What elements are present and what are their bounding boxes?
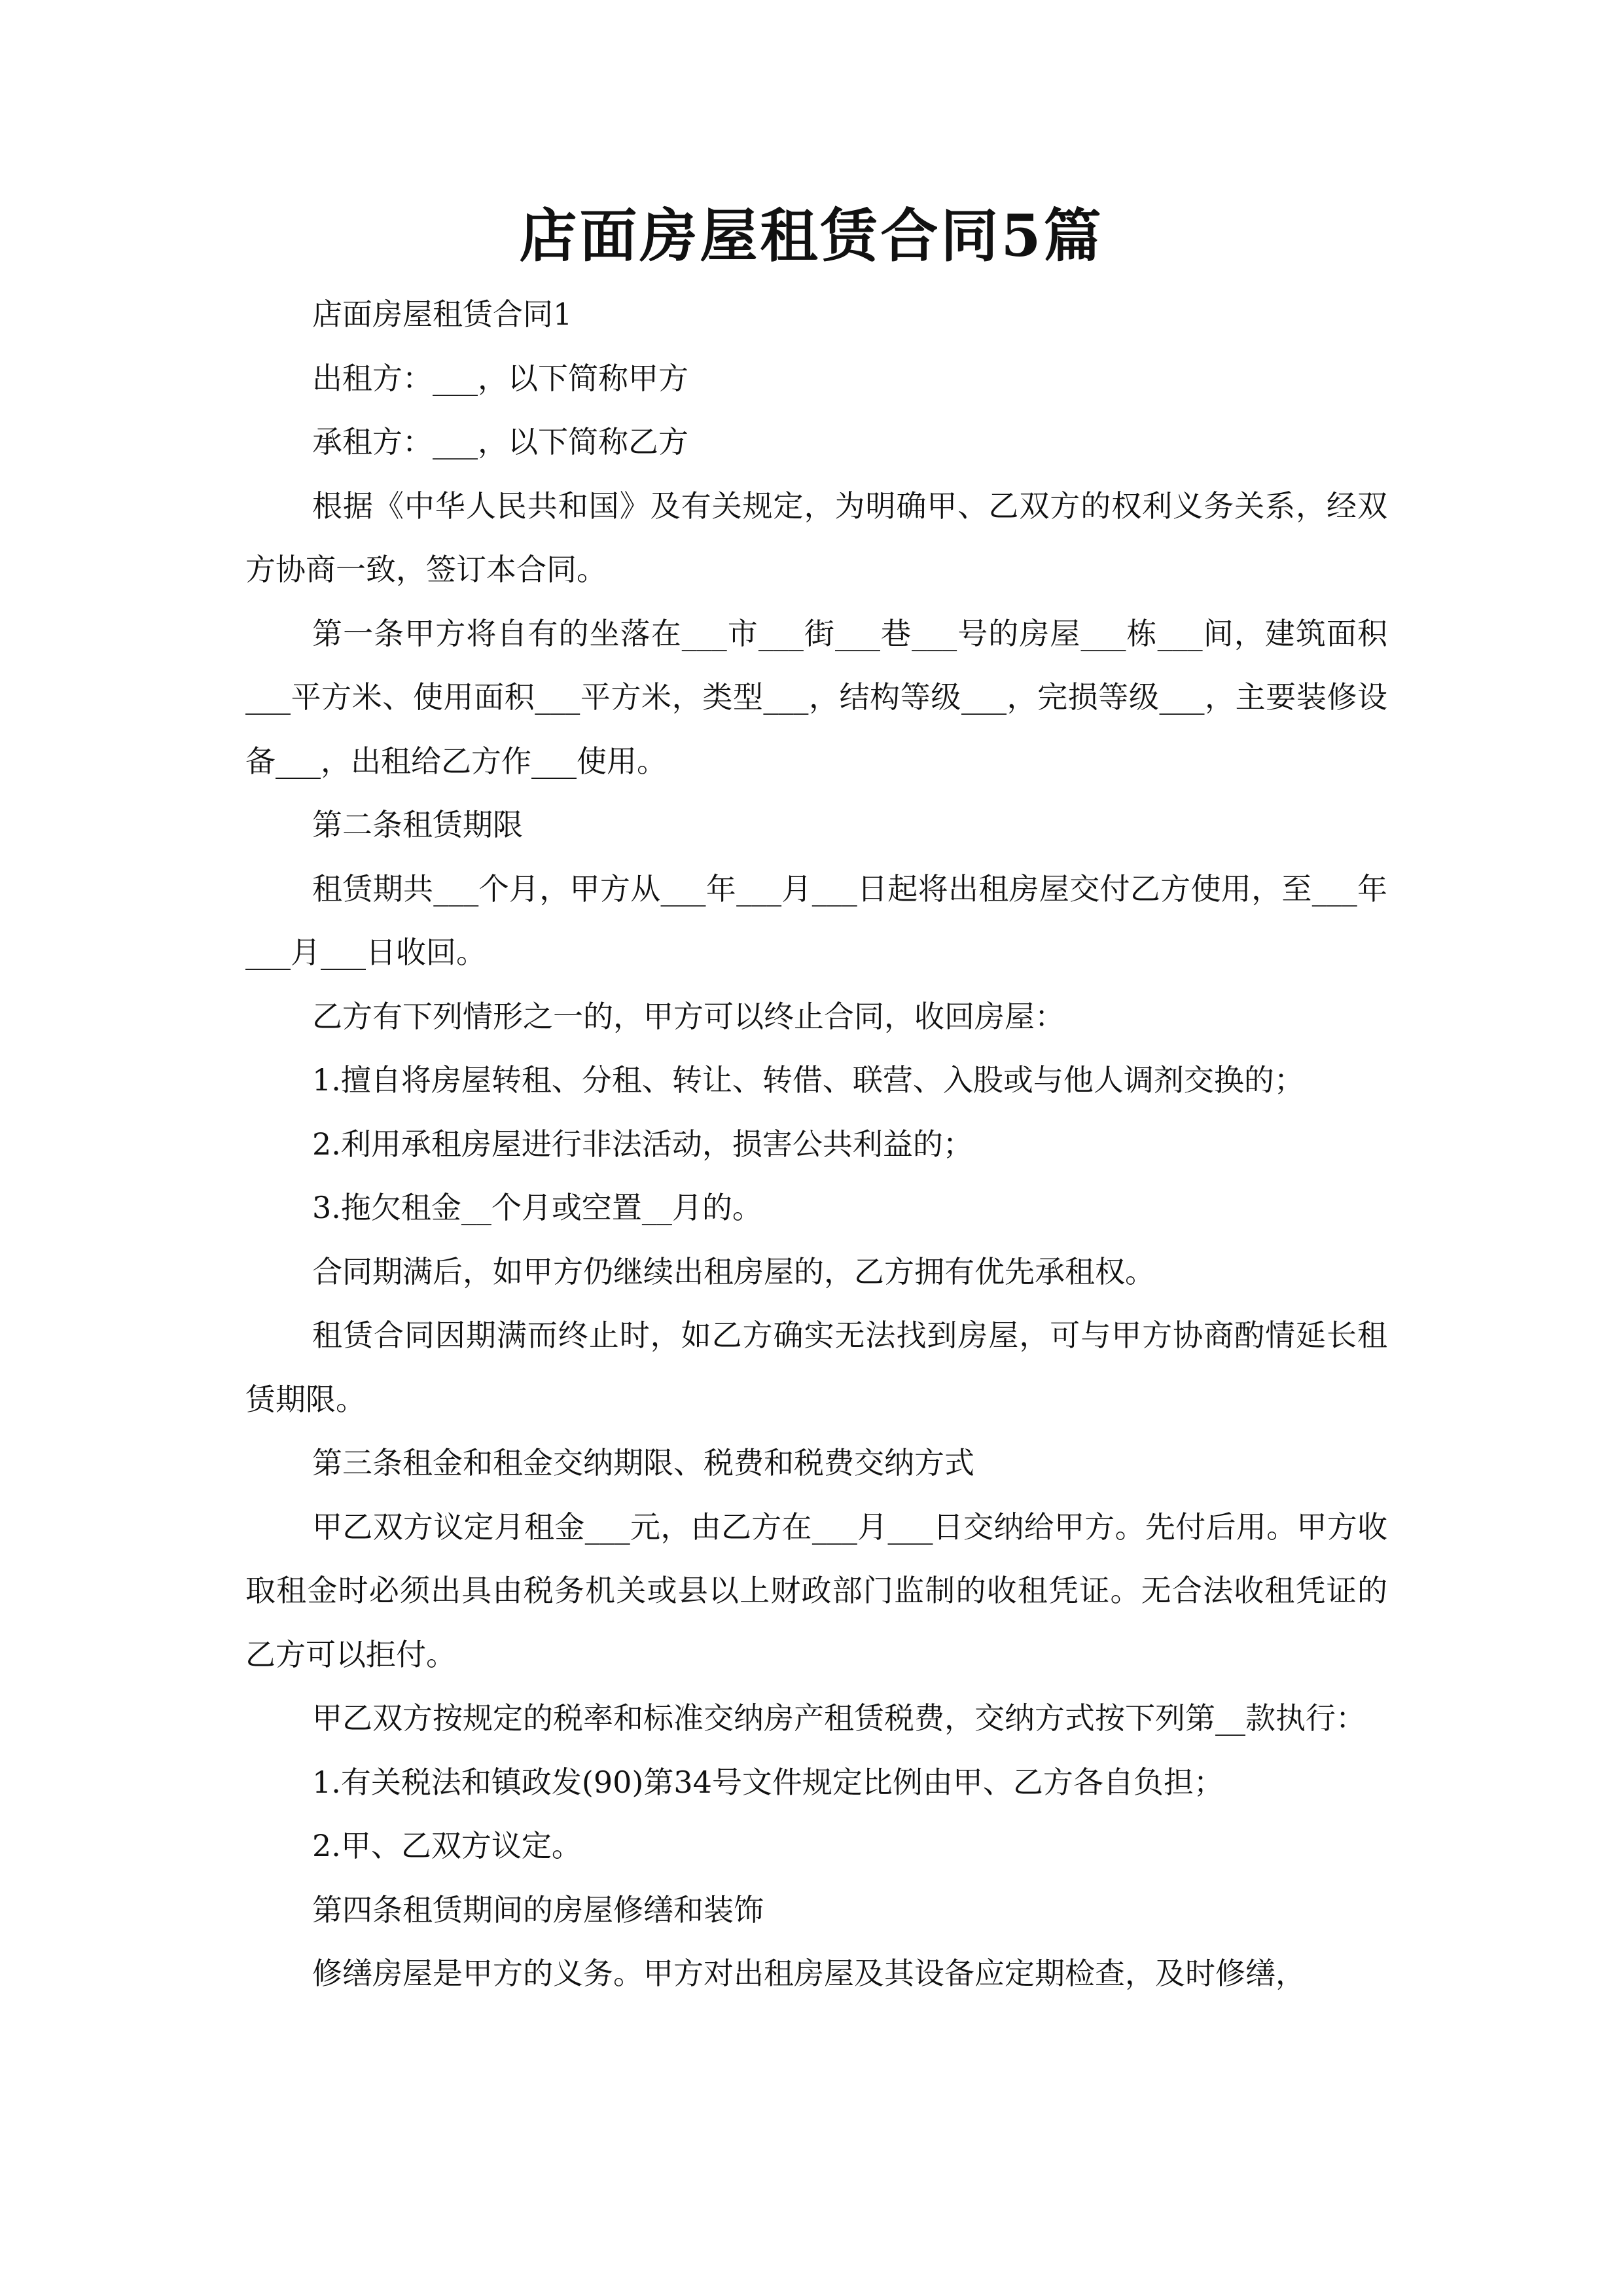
paragraph-termination-conditions: 乙方有下列情形之一的，甲方可以终止合同，收回房屋： (312, 998, 1065, 1034)
paragraph-article-4-heading: 第四条租赁期间的房屋修缮和装饰 (312, 1892, 764, 1928)
paragraph-rent-payment: 甲乙双方议定月租金___元，由乙方在___月___日交纳给甲方。先付后用。甲方收取租金时必须出具由税务机关或县以上财政部门监制的收租凭证。无合法收租凭证的乙方可以拒付。 (245, 1509, 1387, 1672)
paragraph-condition-1: 1.擅自将房屋转租、分租、转让、转借、联营、入股或与他人调剂交换的； (312, 1062, 1304, 1098)
paragraph-article-2-heading: 第二条租赁期限 (312, 807, 523, 842)
document-title: 店面房屋租赁合同5篇 (519, 202, 1104, 270)
paragraph-tax-payment: 甲乙双方按规定的税率和标准交纳房产租赁税费，交纳方式按下列第__款执行： (312, 1700, 1366, 1736)
paragraph-priority-right: 合同期满后，如甲方仍继续出租房屋的，乙方拥有优先承租权。 (312, 1253, 1155, 1289)
paragraph-lessor: 出租方：___，以下简称甲方 (312, 360, 688, 396)
paragraph-condition-2: 2.利用承租房屋进行非法活动，损害公共利益的； (312, 1126, 973, 1162)
paragraph-tax-option-1: 1.有关税法和镇政发(90)第34号文件规定比例由甲、乙方各自负担； (312, 1764, 1224, 1800)
paragraph-term-extension: 租赁合同因期满而终止时，如乙方确实无法找到房屋，可与甲方协商酌情延长租赁期限。 (245, 1318, 1387, 1417)
paragraph-article-3-heading: 第三条租金和租金交纳期限、税费和税费交纳方式 (312, 1445, 974, 1480)
paragraph-tax-option-2: 2.甲、乙双方议定。 (312, 1828, 582, 1863)
paragraph-repair-obligation: 修缮房屋是甲方的义务。甲方对出租房屋及其设备应定期检查，及时修缮， (312, 1956, 1306, 1991)
document-body (245, 283, 1387, 2006)
paragraph-lessee: 承租方：___，以下简称乙方 (312, 424, 688, 459)
paragraph-condition-3: 3.拖欠租金__个月或空置__月的。 (312, 1190, 762, 1225)
paragraph-article-1: 第一条甲方将自有的坐落在___市___街___巷___号的房屋___栋___间，建筑面积___平方米、使用面积___平方米，类型___，结构等级___，完损等级___，主要装修设备___，出租给乙方作___使用。 (245, 615, 1387, 779)
paragraph-contract-heading: 店面房屋租赁合同1 (312, 296, 573, 332)
paragraph-preamble: 根据《中华人民共和国》及有关规定，为明确甲、乙双方的权利义务关系，经双方协商一致，签订本合同。 (245, 488, 1387, 587)
paragraph-lease-term: 租赁期共___个月，甲方从___年___月___日起将出租房屋交付乙方使用，至___年___月___日收回。 (245, 870, 1387, 970)
